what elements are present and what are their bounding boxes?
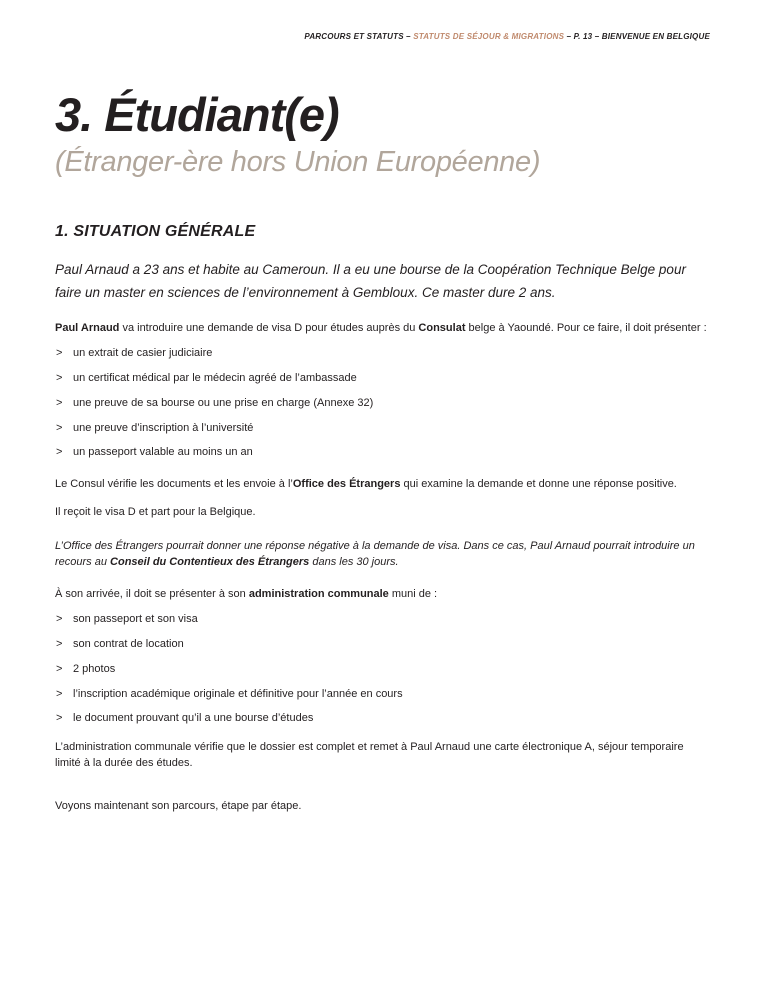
list-item bbox=[55, 637, 710, 652]
list-item-text: son contrat de location bbox=[73, 637, 184, 650]
list-item-text: son passeport et son visa bbox=[73, 612, 198, 625]
chevron-marker: > bbox=[56, 446, 63, 459]
page-header bbox=[55, 32, 710, 41]
paragraph-visa-demande: Paul Arnaud va introduire une demande de visa D pour études auprès du Consulat belge à Yaoundé. Pour ce faire, il doit présenter : bbox=[55, 321, 707, 334]
page-title: 3. Étudiant(e) bbox=[55, 88, 339, 141]
header-part2: – P. 13 – BIENVENUE EN BELGIQUE bbox=[564, 32, 710, 41]
list-item-text: 2 photos bbox=[73, 662, 116, 675]
paragraph-arrivee: À son arrivée, il doit se présenter à son administration communale muni de : bbox=[55, 587, 438, 600]
paragraph-final: Voyons maintenant son parcours, étape par étape. bbox=[55, 799, 302, 812]
chevron-marker: > bbox=[56, 687, 63, 700]
section-heading: 1. SITUATION GÉNÉRALE bbox=[55, 223, 256, 240]
paragraph-consul: Le Consul vérifie les documents et les envoie à l’Office des Étrangers qui examine la demande et donne une réponse positive. bbox=[55, 477, 677, 490]
chevron-marker: > bbox=[56, 712, 63, 725]
chevron-marker: > bbox=[56, 612, 63, 625]
list-item bbox=[55, 396, 710, 411]
list-item-text: un certificat médical par le médecin agréé de l’ambassade bbox=[73, 371, 357, 384]
list-item bbox=[55, 346, 710, 361]
chevron-marker: > bbox=[56, 421, 63, 434]
header-part1: PARCOURS ET STATUTS – bbox=[304, 32, 414, 41]
page-subtitle: (Étranger-ère hors Union Européenne) bbox=[55, 146, 541, 178]
paragraph-recoit-visa: Il reçoit le visa D et part pour la Belgique. bbox=[55, 506, 256, 519]
commune-documents-list bbox=[55, 612, 710, 727]
list-item-text: un extrait de casier judiciaire bbox=[73, 346, 213, 359]
list-item bbox=[55, 371, 710, 386]
list-item bbox=[55, 662, 710, 677]
list-item bbox=[55, 421, 710, 436]
list-item bbox=[55, 445, 710, 460]
list-item-text: le document prouvant qu’il a une bourse d’études bbox=[73, 712, 314, 725]
header-accent: STATUTS DE SÉJOUR & MIGRATIONS bbox=[413, 32, 565, 41]
visa-documents-list bbox=[55, 346, 710, 461]
paragraph-administration: L’administration communale vérifie que le dossier est complet et remet à Paul Arnaud une carte électronique A, séjour temporaire limité à la durée des études. bbox=[55, 740, 684, 770]
list-item-text: l’inscription académique originale et définitive pour l’année en cours bbox=[73, 687, 403, 700]
list-item bbox=[55, 612, 710, 627]
chevron-marker: > bbox=[56, 396, 63, 409]
chevron-marker: > bbox=[56, 662, 63, 675]
list-item-text: une preuve de sa bourse ou une prise en charge (Annexe 32) bbox=[73, 396, 374, 409]
chevron-marker: > bbox=[56, 637, 63, 650]
chevron-marker: > bbox=[56, 371, 63, 384]
list-item-text: une preuve d’inscription à l’université bbox=[73, 421, 254, 434]
list-item-text: un passeport valable au moins un an bbox=[73, 446, 253, 459]
intro-paragraph: Paul Arnaud a 23 ans et habite au Cameroun. Il a eu une bourse de la Coopération Technique Belge pour faire un master en sciences de l’environnement à Gembloux. Ce master dure 2 ans. bbox=[55, 262, 686, 300]
list-item bbox=[55, 687, 710, 702]
list-item bbox=[55, 711, 710, 726]
chevron-marker: > bbox=[56, 346, 63, 359]
paragraph-recours: L’Office des Étrangers pourrait donner une réponse négative à la demande de visa. Dans ce cas, Paul Arnaud pourrait introduire un recours au Conseil du Contentieux des Étrangers dans les 30 jours. bbox=[55, 539, 695, 569]
